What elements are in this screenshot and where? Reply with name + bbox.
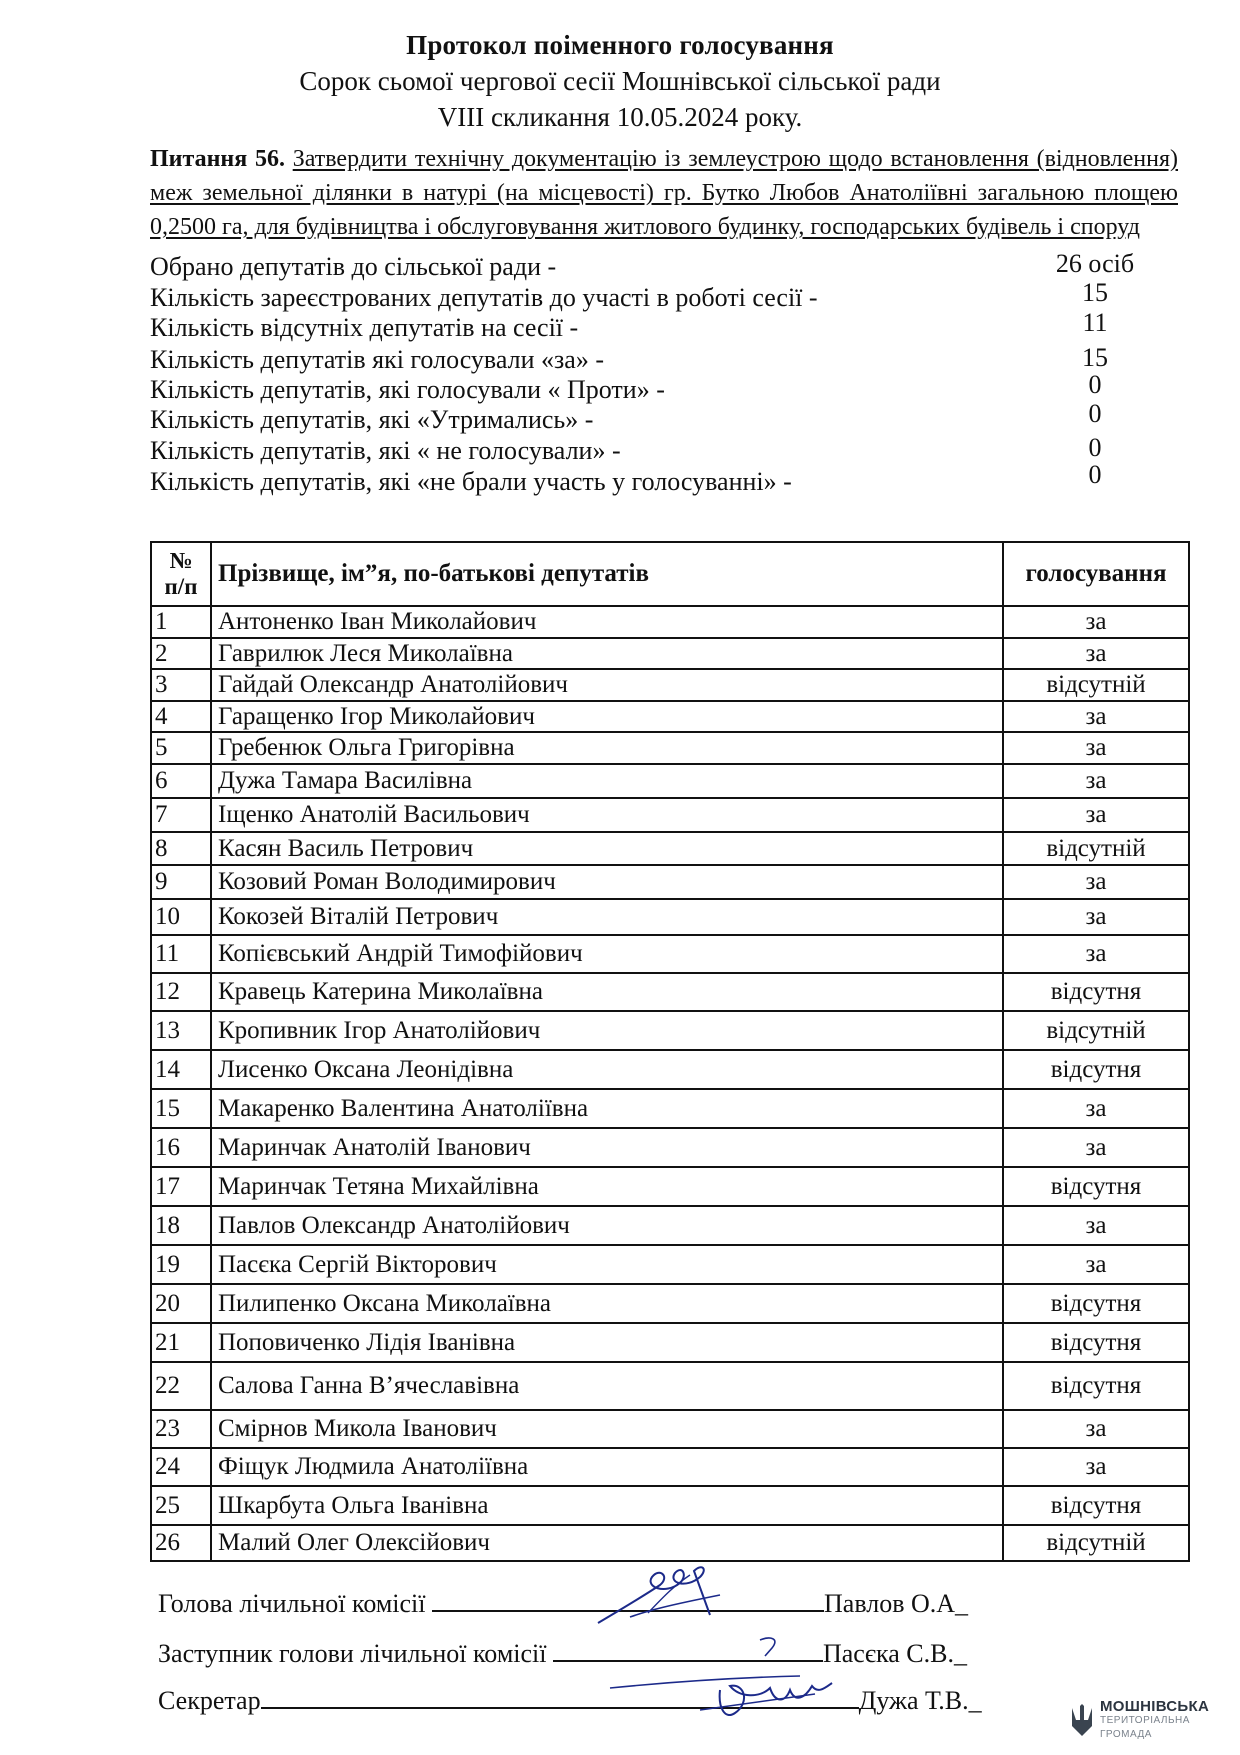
vote-result: за bbox=[1003, 764, 1189, 798]
deputy-name: Козовий Роман Володимирович bbox=[211, 865, 1003, 899]
deputy-name: Павлов Олександр Анатолійович bbox=[211, 1206, 1003, 1245]
stat-value: 0 bbox=[1088, 399, 1102, 428]
handwritten-signature-secretary bbox=[600, 1628, 840, 1728]
vote-result: за bbox=[1003, 732, 1189, 764]
deputy-name: Іщенко Анатолій Васильович bbox=[211, 798, 1003, 832]
deputy-name: Кропивник Ігор Анатолійович bbox=[211, 1011, 1003, 1050]
table-row bbox=[151, 1362, 1189, 1410]
vote-result: за bbox=[1003, 1089, 1189, 1128]
vote-result: відсутня bbox=[1003, 1323, 1189, 1362]
vote-result: за bbox=[1003, 701, 1189, 732]
table-row bbox=[151, 1167, 1189, 1206]
signature-role: Заступник голови лічильної комісії bbox=[158, 1639, 547, 1668]
row-number: 24 bbox=[151, 1448, 211, 1486]
row-number: 3 bbox=[151, 669, 211, 701]
deputy-name: Дужа Тамара Василівна bbox=[211, 764, 1003, 798]
row-number: 11 bbox=[151, 935, 211, 973]
stat-value: 15 bbox=[1082, 343, 1108, 372]
row-number: 4 bbox=[151, 701, 211, 732]
table-row bbox=[151, 1284, 1189, 1323]
vote-result: відсутній bbox=[1003, 1011, 1189, 1050]
vote-result: за bbox=[1003, 1206, 1189, 1245]
vote-result: відсутній bbox=[1003, 669, 1189, 701]
table-row bbox=[151, 1323, 1189, 1362]
deputy-name: Касян Василь Петрович bbox=[211, 832, 1003, 865]
deputy-name: Маринчак Тетяна Михайлівна bbox=[211, 1167, 1003, 1206]
table-row bbox=[151, 1448, 1189, 1486]
logo-subtitle-2: ГРОМАДА bbox=[1100, 1729, 1152, 1740]
row-number: 25 bbox=[151, 1486, 211, 1525]
row-number: 12 bbox=[151, 973, 211, 1011]
vote-result: відсутній bbox=[1003, 832, 1189, 865]
row-number: 18 bbox=[151, 1206, 211, 1245]
vote-result: за bbox=[1003, 899, 1189, 935]
stat-value: 0 bbox=[1088, 433, 1102, 462]
signature-line-deputy-chair bbox=[158, 1638, 967, 1669]
table-row bbox=[151, 798, 1189, 832]
deputy-name: Малий Олег Олексійович bbox=[211, 1525, 1003, 1561]
row-number: 16 bbox=[151, 1128, 211, 1167]
stat-label: Обрано депутатів до сільської ради - bbox=[150, 252, 557, 281]
vote-result: відсутня bbox=[1003, 1362, 1189, 1410]
table-row bbox=[151, 1089, 1189, 1128]
table-row bbox=[151, 1486, 1189, 1525]
signature-role: Голова лічильної комісії bbox=[158, 1589, 426, 1618]
logo-subtitle-1: ТЕРИТОРІАЛЬНА bbox=[1100, 1715, 1190, 1726]
deputy-name: Фіщук Людмила Анатоліївна bbox=[211, 1448, 1003, 1486]
signature-line-chair bbox=[158, 1588, 968, 1619]
table-row bbox=[151, 669, 1189, 701]
table-header-row bbox=[151, 542, 1189, 606]
row-number: 26 bbox=[151, 1525, 211, 1561]
signature-role: Секретар bbox=[158, 1686, 261, 1715]
agenda-question bbox=[150, 142, 1178, 244]
stat-label: Кількість зареєстрованих депутатів до участі в роботі сесії - bbox=[150, 283, 818, 312]
deputy-name: Макаренко Валентина Анатоліївна bbox=[211, 1089, 1003, 1128]
row-number: 17 bbox=[151, 1167, 211, 1206]
deputy-name: Кокозей Віталій Петрович bbox=[211, 899, 1003, 935]
signature-name: Павлов О.А_ bbox=[824, 1589, 969, 1618]
session-line: Сорок сьомої чергової сесії Мошнівської сільської ради bbox=[299, 66, 941, 96]
table-row bbox=[151, 1410, 1189, 1448]
logo-title: МОШНІВСЬКА bbox=[1100, 1698, 1210, 1715]
table-row bbox=[151, 1206, 1189, 1245]
signature-line-secretary bbox=[158, 1685, 982, 1716]
deputy-name: Гайдай Олександр Анатолійович bbox=[211, 669, 1003, 701]
question-label: Питання 56. bbox=[150, 146, 285, 172]
handwritten-signature-chair bbox=[590, 1555, 730, 1630]
logo-text bbox=[1100, 1700, 1209, 1742]
deputy-name: Гребенюк Ольга Григорівна bbox=[211, 732, 1003, 764]
row-number: 5 bbox=[151, 732, 211, 764]
row-number: 15 bbox=[151, 1089, 211, 1128]
deputy-name: Смірнов Микола Іванович bbox=[211, 1410, 1003, 1448]
table-row bbox=[151, 935, 1189, 973]
deputy-name: Копієвський Андрій Тимофійович bbox=[211, 935, 1003, 973]
question-text: Затвердити технічну документацію із землеустрою щодо встановлення (відновлення) меж земельної ділянки в натурі (на місцевості) гр. Бутко Любов Анатоліївні загальною площею 0,2500 га, для будівництва і обслуговування житлового будинку, господарських будівель і споруд bbox=[150, 146, 1179, 240]
table-row bbox=[151, 1050, 1189, 1089]
table-row bbox=[151, 638, 1189, 669]
deputy-name: Поповиченко Лідія Іванівна bbox=[211, 1323, 1003, 1362]
vote-result: відсутня bbox=[1003, 973, 1189, 1011]
row-number: 8 bbox=[151, 832, 211, 865]
row-number: 22 bbox=[151, 1362, 211, 1410]
deputy-name: Шкарбута Ольга Іванівна bbox=[211, 1486, 1003, 1525]
vote-result: відсутній bbox=[1003, 1525, 1189, 1561]
vote-result: відсутня bbox=[1003, 1486, 1189, 1525]
column-header-vote: голосування bbox=[1003, 542, 1189, 606]
vote-result: за bbox=[1003, 865, 1189, 899]
trident-icon bbox=[1070, 1704, 1094, 1738]
deputy-name: Гаврилюк Леся Миколаївна bbox=[211, 638, 1003, 669]
deputy-name: Кравець Катерина Миколаївна bbox=[211, 973, 1003, 1011]
vote-result: відсутня bbox=[1003, 1167, 1189, 1206]
row-number: 7 bbox=[151, 798, 211, 832]
vote-result: відсутня bbox=[1003, 1050, 1189, 1089]
row-number: 9 bbox=[151, 865, 211, 899]
table-row bbox=[151, 865, 1189, 899]
row-number: 14 bbox=[151, 1050, 211, 1089]
signature-name: Пасєка С.В._ bbox=[822, 1639, 967, 1668]
stat-value: 11 bbox=[1082, 308, 1108, 337]
stat-label: Кількість депутатів які голосували «за» - bbox=[150, 345, 604, 374]
document-title: Протокол поіменного голосування bbox=[406, 30, 834, 60]
vote-result: за bbox=[1003, 1448, 1189, 1486]
column-header-number-line1: № bbox=[169, 548, 193, 573]
table-row bbox=[151, 832, 1189, 865]
convocation-date-line: VIII скликання 10.05.2024 року. bbox=[437, 102, 803, 132]
row-number: 13 bbox=[151, 1011, 211, 1050]
vote-result: за bbox=[1003, 1128, 1189, 1167]
deputy-name: Гаращенко Ігор Миколайович bbox=[211, 701, 1003, 732]
deputy-name: Антоненко Іван Миколайович bbox=[211, 606, 1003, 638]
row-number: 2 bbox=[151, 638, 211, 669]
row-number: 1 bbox=[151, 606, 211, 638]
stat-value: 15 bbox=[1082, 278, 1108, 307]
community-logo bbox=[1070, 1700, 1209, 1742]
table-row bbox=[151, 1011, 1189, 1050]
vote-result: за bbox=[1003, 638, 1189, 669]
table-row bbox=[151, 973, 1189, 1011]
stat-label: Кількість депутатів, які «не брали участь у голосуванні» - bbox=[150, 467, 792, 496]
column-header-number-line2: п/п bbox=[164, 574, 198, 599]
stat-value: 0 bbox=[1088, 460, 1102, 489]
stat-label: Кількість депутатів, які « не голосували» - bbox=[150, 436, 621, 465]
table-row bbox=[151, 701, 1189, 732]
row-number: 21 bbox=[151, 1323, 211, 1362]
deputy-name: Пилипенко Оксана Миколаївна bbox=[211, 1284, 1003, 1323]
deputy-name: Пасєка Сергій Вікторович bbox=[211, 1245, 1003, 1284]
voting-table bbox=[150, 541, 1190, 1562]
deputy-name: Салова Ганна В’ячеславівна bbox=[211, 1362, 1003, 1410]
vote-result: за bbox=[1003, 935, 1189, 973]
vote-result: за bbox=[1003, 606, 1189, 638]
table-row bbox=[151, 732, 1189, 764]
vote-result: за bbox=[1003, 1410, 1189, 1448]
deputy-name: Лисенко Оксана Леонідівна bbox=[211, 1050, 1003, 1089]
stat-label: Кількість депутатів, які «Утримались» - bbox=[150, 405, 594, 434]
table-row bbox=[151, 764, 1189, 798]
stat-label: Кількість депутатів, які голосували « Проти» - bbox=[150, 375, 665, 404]
stat-value: 0 bbox=[1088, 370, 1102, 399]
row-number: 6 bbox=[151, 764, 211, 798]
row-number: 20 bbox=[151, 1284, 211, 1323]
stat-label: Кількість відсутніх депутатів на сесії - bbox=[150, 313, 579, 342]
vote-result: за bbox=[1003, 798, 1189, 832]
column-header-number bbox=[151, 542, 211, 606]
row-number: 10 bbox=[151, 899, 211, 935]
table-row bbox=[151, 1128, 1189, 1167]
row-number: 19 bbox=[151, 1245, 211, 1284]
table-row bbox=[151, 1245, 1189, 1284]
stat-value: 26 осіб bbox=[1055, 249, 1135, 278]
table-row bbox=[151, 606, 1189, 638]
signature-name: Дужа Т.В._ bbox=[858, 1686, 982, 1715]
vote-result: відсутня bbox=[1003, 1284, 1189, 1323]
deputy-name: Маринчак Анатолій Іванович bbox=[211, 1128, 1003, 1167]
column-header-name: Прізвище, ім”я, по-батькові депутатів bbox=[211, 542, 1003, 606]
row-number: 23 bbox=[151, 1410, 211, 1448]
table-row bbox=[151, 899, 1189, 935]
vote-result: за bbox=[1003, 1245, 1189, 1284]
